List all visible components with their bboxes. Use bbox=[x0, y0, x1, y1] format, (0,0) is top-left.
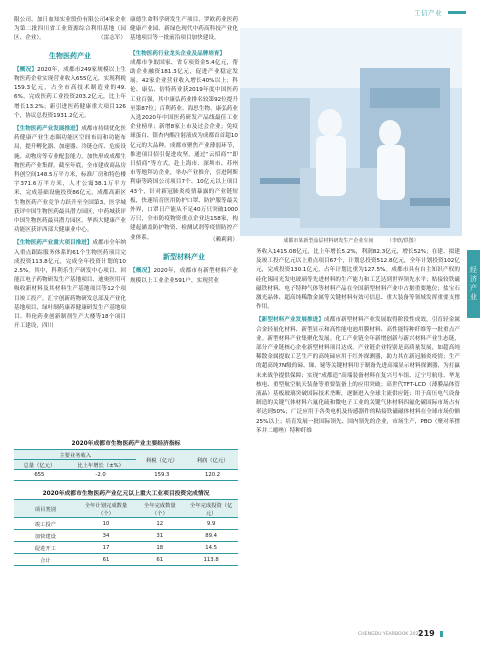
table2-header: 全年计划完成数量（个） bbox=[77, 500, 136, 518]
table1-cell: -2.0 bbox=[65, 470, 137, 481]
source-laili: （赖莉莉） bbox=[210, 237, 238, 243]
table2-cell: 17 bbox=[77, 542, 136, 554]
table-row bbox=[14, 542, 238, 554]
table2-cell: 14.5 bbox=[184, 542, 238, 554]
table2-cell: 61 bbox=[135, 554, 184, 566]
column-3 bbox=[256, 248, 460, 630]
table2-cell: 61 bbox=[77, 554, 136, 566]
table1-cell: 120.2 bbox=[187, 470, 238, 481]
photo-credit: （李欣/供图） bbox=[386, 238, 419, 244]
photo-caption-text: 成都市某新型涂层材料研发生产企业车间 bbox=[283, 238, 374, 244]
table2-cell: 9.9 bbox=[184, 518, 238, 530]
kw-projects: 【生物医药产业重大项目推进】 bbox=[14, 240, 93, 247]
para-biomed-overview: 2020年，成都市249家规模以上生物医药企业实现营业收入655亿元，实现利税159.3亿元，占全市高技术制造业的49.6%，完成医药工业投资203.2亿元，比上年增长13.2%；新引进医药健康重大项目126个，协议总投资1931.2亿元。 bbox=[14, 66, 126, 119]
table-row bbox=[14, 518, 238, 530]
para-biomed-dev: 成都市持续优化医药健康产业生态圈功能区空间布局和功能布局，提升孵化器、加速器、冷链仓库、危废设施、动物房等专业配套能力，加快形成成都生物医药产业集群。截至年底，全市建成商品房科创空间148.5万平方米，标准厂房和特色楼宇371.6万平方米，人才公寓38.1万平方米，完成基础设施投资86亿元。成都高新区生物医药产业竞争力跃升至全国第3，医学城获评中国生物医药最具潜力园区，中药城获评中国生物医药最具潜力园区，华西大健康产业功能区获评西部大健康业中心。 bbox=[14, 126, 126, 234]
factory-illustration bbox=[240, 28, 462, 236]
table1-col-growth: 比上年增长（±%） bbox=[65, 460, 137, 470]
table2-cell: 113.8 bbox=[184, 554, 238, 566]
factory-photo bbox=[240, 28, 462, 236]
table2-header: 项目类别 bbox=[14, 500, 77, 518]
table-row bbox=[14, 554, 238, 566]
table1-col-total: 总量（亿元） bbox=[14, 460, 65, 470]
section-title-newmat: 新型材料产业 bbox=[163, 253, 205, 262]
para-newmat-c3: 务收入1415.08亿元，比上年增长5.2%，利润82.3亿元，增长52%；在建、拟建及竣工投产亿元以上重点项目67个，计划总投资512.8亿元，全年计划投资102亿元，完成投资130.1亿元，占年计划比重为127.5%。成都市具有自主知识产权的硅化锡同光发电玻璃等先进材料的生产能力和工艺达到世界领先水平；贴接较铁磁磁铁材料、电子特种气体等材料产品在全国新型材料产业中占据重要地位；盐宝石激光晶体、超高纯稀散金属等关键材料有效可信息、重大装备等领域发挥重要支撑作用。 bbox=[256, 249, 460, 311]
section-title-biomed: 生物医药产业 bbox=[49, 51, 91, 60]
kw-overview: 【概况】 bbox=[14, 66, 38, 73]
header-accent-bar bbox=[448, 11, 466, 14]
table1-col-profit-tax: 利税（亿元） bbox=[136, 450, 187, 470]
table1-title: 2020年成都市生物医药产业主要经济指标 bbox=[71, 441, 181, 447]
side-tab-economy[interactable]: 经济产业 bbox=[467, 250, 480, 318]
page-number: 219 bbox=[418, 629, 435, 638]
table2-header: 全年完成数量（个） bbox=[135, 500, 184, 518]
para-newmat-dev: 成都市新型材料产业发展取得阶段性成效，引育轻金属合金轻量化材料、新型显示和高性能电池用膜材料、高性能特种纤维等一批重点产业。新型材料产业集聚化发展。化工产业链全年新增创新与新兴材料产业生态链，部分产业链核心企业新型材料项目达成。产业链企业特别是高质量发展，如超高纯稀散金属提取工艺生产的高纯碲应用于红外探测器，助力其在新冠肺炎疫情；生产的超高纯7N级的碲、锑、铋等关键材料用于制备先进高端显示材料探测器，为打赢未来战争提供保障；实现“成都造”高端装备材料在复兴号车组、辽宁号航母、华龙核电、重型航空航天装备等重要装备上的应用突破；高世代TFT-LCD（薄膜晶体管液晶）基板玻璃突破国际技术垄断，逐渐进入全球主流供应链；用于高压电气设备制造的关键气体材料六氟化硫和微电子工业的关键气体材料四氟化碳国际市场占有率达到50%；广泛应用于各类电机及传感器件的粘接铁磁磁体材料在全球市场份额25%以上；培育发展一批国际领先、国内领先的企业，市场生产，PBO（聚对苯撑苯并二噁唑）特种纤维 bbox=[256, 317, 460, 434]
kw-overview-2: 【概况】 bbox=[130, 268, 154, 275]
section-label: 工信产业 bbox=[414, 9, 442, 17]
footer-journal: CHENGDU YEARBOOK 2021 bbox=[358, 632, 422, 637]
table-row bbox=[14, 530, 238, 542]
table2-cell: 89.4 bbox=[184, 530, 238, 542]
table1 bbox=[14, 449, 238, 481]
table2-cell: 合计 bbox=[14, 554, 77, 566]
table2 bbox=[14, 499, 238, 566]
table1-header-group: 主要业务收入 bbox=[14, 450, 136, 460]
para-leaders: 成都市争取国家、省专项资金5.4亿元，帮助企业融资181.3亿元，促进产业稳定发展。42家企业营业收入增长40%以上；科伦、康弘、倍特药业获2019年度中国医药工业百强，其中康弘药业排名较第92位提升至第87位；百利药业、海思生物、康弘药业入选2020年中国医药研发产品线最佳工业企业榜单；新增8家上市及过会企业；免疫球蛋白、银杏内酯注射液成为成都首首超10亿元的大品种。成都市聚焦产业薄弱环节，推进项目招引促进攻坚，通过“云招商”“即日招商”等方式，赴上海市、深圳市、苏州市等地拜访企业，举办产业推介，引进阿斯利康等跨国公司项目7个、10亿元以上项目43个，针对新冠肺炎疫情暴露的产业链短板，快速培育医用防护口罩、防护服等最关外界，口罩日产能从不足40万只突破1000万只，全市防疫物资重点企业达158家，构建起涵盖防护物资、检测试剂等疫情防控产业体系。 bbox=[130, 59, 238, 241]
para-newmat-overview: 2020年，成都市有新型材料产业规模以上工业企业591户，实现营业 bbox=[130, 268, 238, 284]
table2-cell: 34 bbox=[77, 530, 136, 542]
column-2-lower bbox=[130, 236, 238, 416]
table2-title: 2020年成都市生物医药产业亿元以上重大工业项目投资完成情况 bbox=[42, 491, 210, 497]
kw-leaders: 【生物医药行业龙头企业及品牌培育】 bbox=[130, 50, 226, 57]
footer-accent-bar bbox=[440, 631, 443, 637]
kw-dev: 【生物医药产业发展推进】 bbox=[14, 126, 82, 133]
intro-source: （雷志军） bbox=[98, 35, 126, 42]
column-1 bbox=[14, 16, 126, 416]
photo-caption bbox=[240, 237, 462, 244]
table2-cell: 31 bbox=[135, 530, 184, 542]
table1-col-profit: 利润（亿元） bbox=[187, 450, 238, 470]
intro-text: 限公司、加日血知实业股份有限公司4家企业为第二批四川省工业资源综合利用基地（园区、企业）。 bbox=[14, 17, 126, 42]
kw-newmat-dev: 【新型材料产业发展推进】 bbox=[256, 317, 325, 324]
table2-cell: 竣工投产 bbox=[14, 518, 77, 530]
para-c2-cont: 康德生命科学研发生产项目、罗欧药业医药健康产业园、新绿色现代中药高科技产业化基地项目等一批前沿项目加快建设。 bbox=[130, 17, 238, 42]
table2-header: 全年完成投资（亿元） bbox=[184, 500, 238, 518]
table2-cell: 促进开工 bbox=[14, 542, 77, 554]
table2-cell: 10 bbox=[77, 518, 136, 530]
table1-cell: 159.3 bbox=[136, 470, 187, 481]
table2-cell: 加快建设 bbox=[14, 530, 77, 542]
table2-cell: 18 bbox=[135, 542, 184, 554]
table1-cell: 655 bbox=[14, 470, 65, 481]
table2-cell: 12 bbox=[135, 518, 184, 530]
para-biomed-projects: 成都市全年纳入重点跟踪服务体系的61个生物医药项目完成投资113.8亿元，完成全年投资计划的102.5%。其中，科利乐生产研发中心项目、回能江电子药物研发生产基地项目、迪奥医用可吸收新材料及其材料生产基地项目等12个项目竣工投产，汇宇创新药物研发总部及产业化基地项目、绿叶制药康养健康研发生产基地项目、科伦药业创新制剂生产大楼等18个项目开工建设，四川 bbox=[14, 240, 126, 330]
